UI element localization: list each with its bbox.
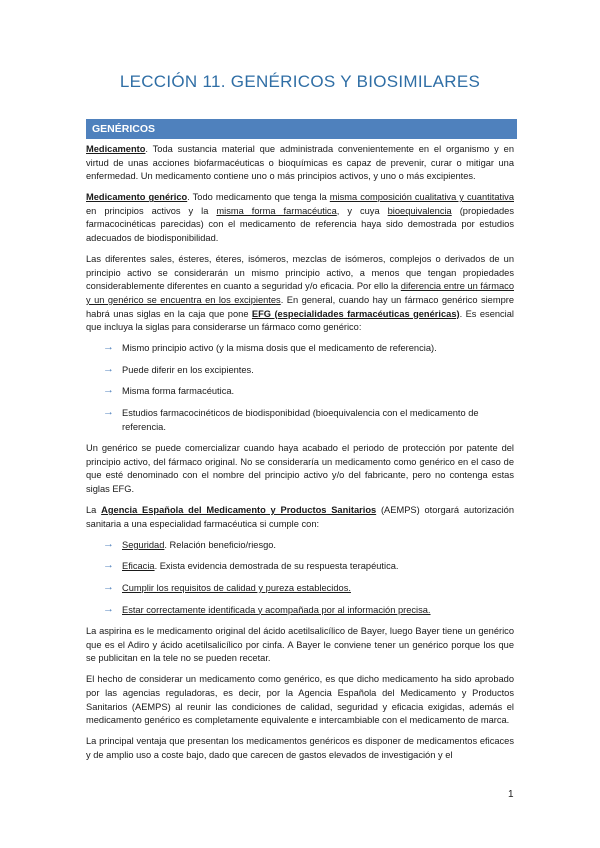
list-item: → Eficacia. Exista evidencia demostrada de su respuesta terapéutica.: [103, 559, 399, 572]
arrow-right-icon: →: [103, 362, 114, 375]
list-item: → Seguridad. Relación beneficio/riesgo.: [103, 537, 277, 550]
paragraph-generico: Medicamento genérico. Todo medicamento que tenga la misma composición cualitativa y cuantitativa en principios activos y la misma forma farmacéutica, y cuya bioequivalencia (propiedades farmacocinéticas parecidas) con el medicamento de referencia haya sido demostrada por estudios adecuados de biodisponibilidad.: [86, 192, 514, 244]
paragraph-aspirina: La aspirina es le medicamento original del ácido acetilsalicílico de Bayer, luego Bayer tiene un genérico que es el Adiro y ácido acetilsalicílico por cinfa. A Bayer le conviene tener un genérico porque los que se publicitan en la tele no se pueden recetar.: [86, 626, 514, 664]
paragraph-medicamento: Medicamento. Toda sustancia material que administrada convenientemente en el organismo y en virtud de unas acciones biofarmacéuticas o bioquímicas es capaz de prevenir, curar o mitigar una enfermedad. Un medicamento contiene uno o más principios activos, y uno o más excipientes.: [86, 144, 514, 182]
list-requisitos-generico: [86, 342, 514, 434]
term-aemps: Agencia Española del Medicamento y Productos Sanitarios: [101, 505, 377, 516]
page-title: LECCIÓN 11. GENÉRICOS Y BIOSIMILARES: [119, 72, 481, 91]
arrow-right-icon: →: [103, 602, 114, 615]
page-number: 1: [508, 789, 514, 800]
arrow-right-icon: →: [103, 384, 114, 397]
arrow-right-icon: →: [103, 341, 114, 354]
arrow-right-icon: →: [103, 537, 114, 550]
arrow-right-icon: →: [103, 580, 114, 593]
paragraph-sales: Las diferentes sales, ésteres, éteres, isómeros, mezclas de isómeros, complejos o derivados de un principio activo se considerarán un mismo principio activo, a menos que tengan propiedades considerablemente diferentes en cuanto a seguridad y/o eficacia. Por ello la diferencia entre un fármaco y un genérico se encuentra en los excipientes. En general, cuando hay un fármaco genérico siempre habrá unas siglas en la caja que pone EFG (especialidades farmacéuticas genéricas). Es esencial que incluya la siglas para considerarse un fármaco como genérico:: [86, 254, 515, 333]
term-medicamento: Medicamento: [86, 144, 146, 154]
paragraph-aemps: La Agencia Española del Medicamento y Productos Sanitarios (AEMPS) otorgará autorización sanitaria a una especialidad farmacéutica si cumple con:: [86, 505, 514, 529]
paragraph-patente: Un genérico se puede comercializar cuando haya acabado el periodo de protección por patente del principio activo, del fármaco original. No se consideraría un medicamento como genérico en el caso de que esté denominado con el nombre del principio activo y/o del fabricante, pero no contenga estas siglas EFG.: [86, 443, 514, 494]
list-requisitos-aemps: [86, 539, 514, 617]
arrow-right-icon: →: [103, 406, 114, 418]
list-item: → Estudios farmacocinéticos de biodisponibidad (bioequivalencia con el medicamento de referencia.: [103, 406, 479, 432]
list-item: → Mismo principio activo (y la misma dosis que el medicamento de referencia).: [103, 341, 437, 354]
arrow-right-icon: →: [103, 559, 114, 572]
list-item: → Misma forma farmacéutica.: [103, 384, 235, 397]
list-item: → Puede diferir en los excipientes.: [103, 362, 254, 375]
paragraph-aprobacion: El hecho de considerar un medicamento como genérico, es que dicho medicamento ha sido aprobado por las agencias reguladoras, es decir, por la Agencia Española del Medicamento y Productos Sanitarios (AEMPS) al reunir las condiciones de calidad, seguridad y eficacia exigidas, además el medicamento genérico es completamente equivalente e intercambiable con el medicamento de marca.: [86, 674, 514, 726]
list-item: → Estar correctamente identificada y acompañada por al información precisa.: [103, 602, 431, 615]
document-body: [86, 143, 514, 770]
term-generico: Medicamento genérico: [86, 192, 188, 203]
section-header: GENÉRICOS: [86, 119, 517, 139]
list-item: → Cumplir los requisitos de calidad y pureza establecidos.: [103, 580, 351, 593]
paragraph-ventaja: La principal ventaja que presentan los medicamentos genéricos es disponer de medicamentos eficaces y de amplio uso a coste bajo, dado que carecen de gastos elevados de investigación y el: [86, 736, 514, 760]
